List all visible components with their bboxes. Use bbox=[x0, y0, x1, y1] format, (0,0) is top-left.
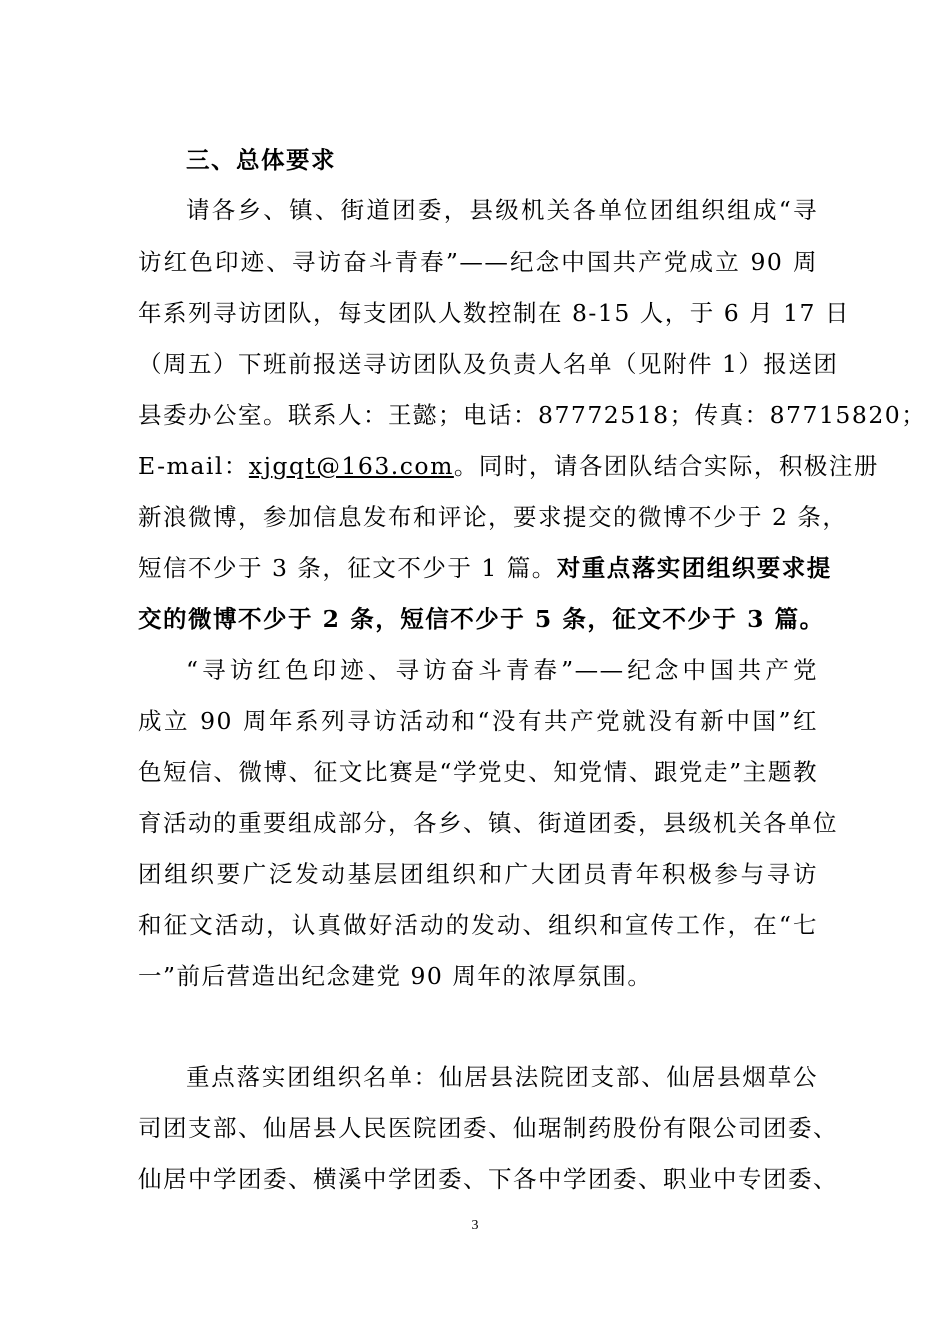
email-label: E-mail： bbox=[138, 452, 249, 480]
email-link[interactable]: xjgqt@163.com bbox=[248, 452, 454, 480]
paragraph-line: 请各乡、镇、街道团委，县级机关各单位团组织组成“寻 bbox=[186, 196, 818, 224]
paragraph-line: 和征文活动，认真做好活动的发动、组织和宣传工作，在“七 bbox=[138, 911, 818, 939]
paragraph-line: 新浪微博，参加信息发布和评论，要求提交的微博不少于 2 条， bbox=[138, 503, 848, 531]
paragraph-line: 色短信、微博、征文比赛是“学党史、知党情、跟党走”主题教 bbox=[138, 758, 818, 786]
paragraph-line: （周五）下班前报送寻访团队及负责人名单（见附件 1）报送团 bbox=[138, 350, 839, 378]
paragraph-line: 成立 90 周年系列寻访活动和“没有共产党就没有新中国”红 bbox=[138, 707, 818, 735]
paragraph-line bbox=[138, 442, 879, 490]
paragraph-line: “寻访红色印迹、寻访奋斗青春”——纪念中国共产党 bbox=[186, 656, 818, 684]
email-suffix-text: 。同时，请各团队结合实际，积极注册 bbox=[453, 452, 879, 480]
paragraph-line: 育活动的重要组成部分，各乡、镇、街道团委，县级机关各单位 bbox=[138, 809, 838, 837]
paragraph-line bbox=[138, 544, 832, 592]
paragraph-line: 县委办公室。联系人：王懿；电话：87772518；传真：87715820； bbox=[138, 401, 927, 429]
paragraph-line: 重点落实团组织名单：仙居县法院团支部、仙居县烟草公 bbox=[186, 1063, 818, 1091]
section-heading: 三、总体要求 bbox=[186, 146, 336, 174]
normal-text: 短信不少于 3 条，征文不少于 1 篇。 bbox=[138, 554, 557, 582]
paragraph-line: 访红色印迹、寻访奋斗青春”——纪念中国共产党成立 90 周 bbox=[138, 248, 818, 276]
paragraph-line: 仙居中学团委、横溪中学团委、下各中学团委、职业中专团委、 bbox=[138, 1165, 838, 1193]
page-number: 3 bbox=[471, 1218, 479, 1233]
bold-emphasis-line: 交的微博不少于 2 条，短信不少于 5 条，征文不少于 3 篇。 bbox=[138, 605, 825, 633]
paragraph-line: 年系列寻访团队，每支团队人数控制在 8-15 人，于 6 月 17 日 bbox=[138, 299, 850, 327]
paragraph-line: 司团支部、仙居县人民医院团委、仙琚制药股份有限公司团委、 bbox=[138, 1114, 838, 1142]
paragraph-line: 一”前后营造出纪念建党 90 周年的浓厚氛围。 bbox=[138, 962, 653, 990]
paragraph-line: 团组织要广泛发动基层团组织和广大团员青年积极参与寻访 bbox=[138, 860, 818, 888]
bold-emphasis-text: 对重点落实团组织要求提 bbox=[556, 554, 832, 582]
